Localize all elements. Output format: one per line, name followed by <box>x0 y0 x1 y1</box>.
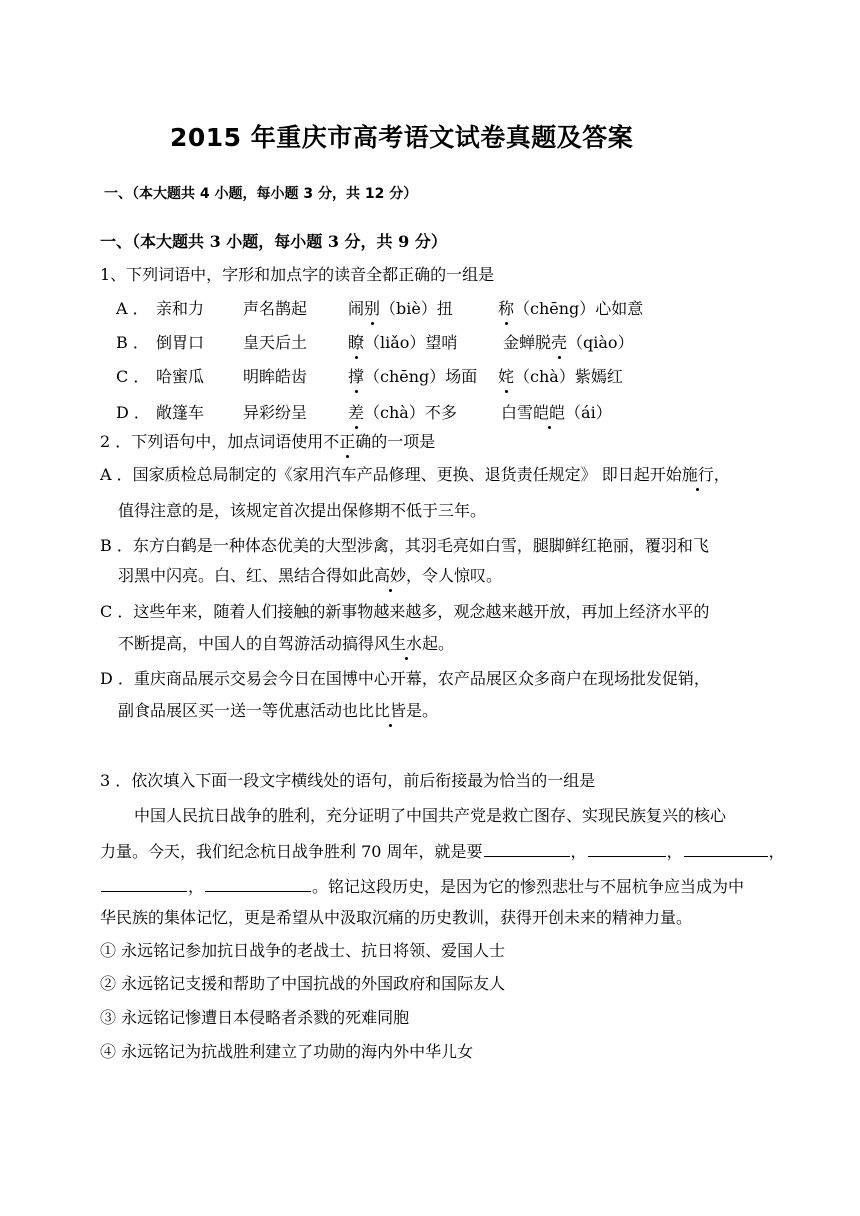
text-part: ， <box>570 842 587 861</box>
q2-option-c-line2 <box>118 634 454 654</box>
text-part: 白雪 <box>501 403 534 422</box>
q1-option-d-word2: 异彩纷呈 <box>243 403 308 422</box>
q1-option-d-word4 <box>501 400 612 423</box>
text-part: 羽黑中闪亮。白、红、黑结合得如此 <box>118 566 375 585</box>
q1-option-a-word3 <box>348 296 453 319</box>
q1-option-b-word4 <box>503 330 634 353</box>
text-part: （chà）不多 <box>364 403 457 422</box>
q1-option-b-word3 <box>348 330 457 353</box>
text-part: （chēng）场面 <box>364 367 478 386</box>
text-part: ， <box>713 465 730 484</box>
q3-item-4: ④ 永远铭记为抗战胜利建立了功勋的海内外中华儿女 <box>100 1042 474 1061</box>
q2-option-b-line1: B ．东方白鹤是一种体态优美的大型涉禽，其羽毛亮如白雪，腿脚鲜红艳丽，覆羽和飞 <box>100 536 709 555</box>
q2-option-a-line2: 值得注意的是，该规定首次提出保修期不低于三年。 <box>118 501 487 520</box>
text-part: 金蝉脱 <box>503 333 552 352</box>
text-part: 闹 <box>348 299 365 318</box>
q2-option-a-line1 <box>100 465 730 485</box>
text-part: 。铭记这段历史，是因为它的惨烈悲壮与不屈杭争应当成为中 <box>312 877 745 896</box>
dotted-char: 别 <box>364 296 380 319</box>
text-part: 的一项是 <box>371 432 436 451</box>
text-part: （qiào） <box>567 333 634 352</box>
dotted-char: 称 <box>498 296 514 319</box>
q2-option-d-line2 <box>118 701 438 721</box>
q3-passage-line2 <box>100 840 785 862</box>
dotted-text: 不正确 <box>323 432 372 451</box>
q1-option-b-word2: 皇天后土 <box>243 333 308 352</box>
text-part: ，令人惊叹。 <box>406 566 503 585</box>
dotted-char: 壳 <box>551 330 567 353</box>
dotted-text: 高妙 <box>374 566 407 585</box>
dotted-char: 瞭 <box>348 330 364 353</box>
q1-option-b-label: B ． <box>116 333 149 352</box>
section-heading: 一、（本大题共 3 小题，每小题 3 分，共 9 分） <box>100 232 447 251</box>
q1-option-c-label: C ． <box>116 367 150 386</box>
section-heading-small: 一、（本大题共 4 小题，每小题 3 分，共 12 分） <box>104 186 418 202</box>
fill-blank-1[interactable] <box>484 840 570 857</box>
text-part: （biè）扭 <box>380 299 453 318</box>
text-part: 2 ．下列语句中，加点词语使用 <box>100 432 324 451</box>
fill-blank-2[interactable] <box>588 840 666 857</box>
q2-option-d-line1: D ．重庆商品展示交易会今日在国博中心开幕，农产品展区众多商户在现场批发促销， <box>100 669 710 688</box>
q1-option-a-label: A ． <box>116 299 149 318</box>
text-part: ， <box>188 877 205 896</box>
page-title: 2015 年重庆市高考语文试卷真题及答案 <box>170 123 634 152</box>
q1-option-a-word4 <box>498 296 643 319</box>
dotted-char: 姹 <box>498 364 514 387</box>
q3-passage-line4: 华民族的集体记忆，更是希望从中汲取沉痛的历史教训，获得开创未来的精神力量。 <box>100 908 693 927</box>
q3-item-1: ① 永远铭记参加抗日战争的老战士、抗日将领、爱国人士 <box>100 941 506 960</box>
text-part: 副食品展区买一送一等优惠活动也 <box>118 701 359 720</box>
text-part: ， <box>768 842 785 861</box>
q3-stem: 3 ．依次填入下面一段文字横线处的语句，前后衔接最为恰当的一组是 <box>100 771 596 790</box>
text-part: （chēng）心如意 <box>514 299 644 318</box>
q1-option-a-word2: 声名鹊起 <box>243 299 308 318</box>
q3-passage-line1: 中国人民抗日战争的胜利，充分证明了中国共产党是救亡图存、实现民族复兴的核心 <box>134 806 727 825</box>
text-part: A ．国家质检总局制定的《家用汽车产品修理、更换、退货责任规定》 即日起开始 <box>100 465 682 484</box>
fill-blank-5[interactable] <box>205 875 311 892</box>
q1-option-c-word3 <box>348 364 477 387</box>
q3-item-3: ③ 永远铭记惨遭日本侵略者杀戮的死难同胞 <box>100 1008 410 1027</box>
text-part: （liǎo）望哨 <box>364 333 458 352</box>
q1-option-c-word4 <box>498 364 623 387</box>
text-part: （chà）紫嫣红 <box>514 367 623 386</box>
q2-option-b-line2 <box>118 566 502 586</box>
text-part: 不断提高，中国人的自驾游活动搞得 <box>118 634 375 653</box>
q1-option-d-label: D ． <box>116 403 150 422</box>
fill-blank-4[interactable] <box>101 875 187 892</box>
q2-stem <box>100 432 435 452</box>
dotted-char: 撑 <box>348 364 364 387</box>
text-part: ， <box>666 842 683 861</box>
q1-stem: 1、下列词语中，字形和加点字的读音全都正确的一组是 <box>100 265 495 284</box>
dotted-char: 差 <box>348 400 364 423</box>
q1-option-b-word1: 倒胃口 <box>156 333 205 352</box>
q1-option-d-word1: 敞篷车 <box>156 403 205 422</box>
text-part: 。 <box>422 701 439 720</box>
q1-option-c-word2: 明眸皓齿 <box>243 367 308 386</box>
dotted-text: 风生水起 <box>374 634 439 653</box>
text-part: （ái） <box>565 403 612 422</box>
q3-passage-line3 <box>100 875 744 897</box>
q1-option-d-word3 <box>348 400 457 423</box>
dotted-char: 皑皑 <box>533 400 565 423</box>
dotted-text: 比比皆是 <box>358 701 423 720</box>
dotted-text: 施行 <box>681 465 714 484</box>
q1-option-a-word1: 亲和力 <box>156 299 205 318</box>
text-part: 力量。今天，我们纪念杭日战争胜利 70 周年，就是要 <box>100 842 483 861</box>
q2-option-c-line1: C ．这些年来，随着人们接触的新事物越来越多，观念越来越开放，再加上经济水平的 <box>100 602 710 621</box>
fill-blank-3[interactable] <box>684 840 768 857</box>
text-part: 。 <box>438 634 455 653</box>
q1-option-c-word1: 哈蜜瓜 <box>156 367 205 386</box>
q3-item-2: ② 永远铭记支援和帮助了中国抗战的外国政府和国际友人 <box>100 974 506 993</box>
